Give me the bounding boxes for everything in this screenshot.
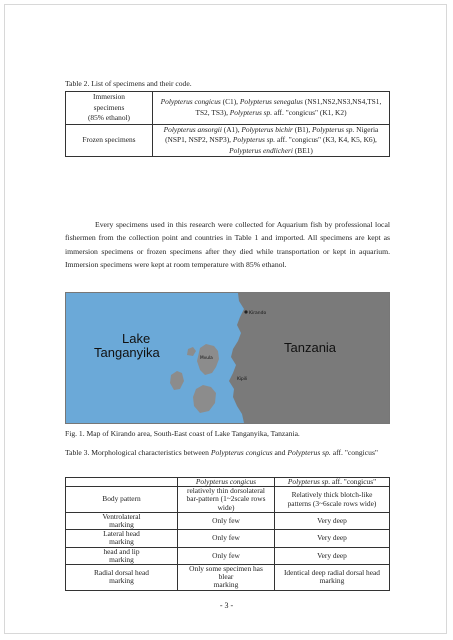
text-run: (BE1) — [292, 145, 313, 155]
cell-line: Very deep — [317, 550, 347, 560]
table-row — [66, 487, 390, 513]
table2-caption: Table 2. List of specimens and their code. — [65, 79, 192, 88]
cell-line: Only few — [212, 515, 240, 525]
cell-line: patterns (3~6scale rows wide) — [287, 498, 377, 508]
table-row — [66, 565, 390, 591]
cell-line: head and lip — [103, 546, 140, 556]
cell-line: Very deep — [317, 533, 347, 543]
table3-caption — [65, 448, 390, 458]
header-cell — [275, 478, 390, 487]
cell-line: bar-pattern (1~2scale rows wide) — [186, 494, 266, 512]
specimen-list-cell — [153, 92, 390, 125]
table-cell — [178, 512, 275, 529]
table-cell — [275, 487, 390, 513]
specimen-list-cell — [153, 124, 390, 157]
table-cell — [66, 530, 178, 547]
methods-paragraph: Every specimens used in this research were collected for Aquarium fish by professional local fishermen from the collection point and countries in Table 1 and imported. All specimens are kept as immersion specimens or frozen specimens after they died while transportation or kept in aquarium. Immersion specimens were kept at room temperature with 85% ethanol. — [65, 220, 390, 270]
text-run: Nigeria — [354, 124, 379, 134]
cell-line: Only few — [212, 550, 240, 560]
table-cell — [66, 547, 178, 564]
specimen-type-line: Frozen specimens — [82, 135, 136, 144]
cell-line: relatively thin dorsolateral — [187, 486, 265, 496]
table-row — [66, 530, 390, 547]
cell-line: marking — [109, 537, 134, 547]
kirando-map — [65, 292, 390, 424]
kirando-dot — [244, 310, 247, 313]
text-run: (A1), — [221, 124, 242, 134]
table-row — [66, 512, 390, 529]
specimen-table — [65, 91, 390, 157]
text-run: Polypterus congicus — [160, 97, 221, 107]
map-svg — [66, 293, 389, 423]
text-run: Polypterus sp. — [232, 135, 276, 144]
text-run: Polypterus congicus — [195, 477, 257, 486]
table-row — [66, 124, 390, 157]
text-run: Polypterus sp. — [287, 477, 331, 486]
text-run: (NSP1, NSP2, NSP3), — [165, 135, 233, 144]
table-row — [66, 92, 390, 125]
cell-line: Only some specimen has blear — [189, 564, 263, 582]
cell-line: marking — [109, 576, 134, 586]
cell-line: Ventrolateral — [102, 511, 141, 521]
text-run: Polypterus sp. — [287, 448, 331, 457]
table-cell — [66, 565, 178, 591]
table-cell — [66, 512, 178, 529]
table-cell — [178, 487, 275, 513]
morphology-table — [65, 477, 390, 591]
text-run: aff. "congicus" — [330, 448, 379, 457]
text-run: Table 3. Morphological characteristics between — [65, 448, 211, 457]
table-cell — [275, 512, 390, 529]
text-run: aff. "congicus" (K1, K2) — [272, 107, 347, 117]
text-run: aff. "congicus" (K3, K4, K5, K6), — [275, 135, 377, 144]
table-cell — [66, 487, 178, 513]
lake-label-2: Tanganyika — [94, 345, 160, 360]
text-run: TS2, TS3), — [195, 107, 230, 117]
text-run: Polypterus congicus — [210, 448, 273, 457]
text-run: Polypterus endlicheri — [229, 145, 293, 155]
specimen-list-line — [157, 108, 385, 119]
specimen-list-line — [157, 135, 385, 146]
figure-caption: Fig. 1. Map of Kirando area, South-East coast of Lake Tanganyika, Tanzania. — [65, 429, 300, 438]
cell-line: Relatively thick blotch-like — [291, 490, 373, 500]
table-cell — [275, 530, 390, 547]
text-run: Polypterus bichir — [241, 124, 293, 134]
cell-line: Lateral head — [103, 529, 140, 539]
table-row — [66, 547, 390, 564]
lake-label-1: Lake — [122, 331, 151, 346]
specimen-type-line: specimens — [93, 102, 125, 112]
cell-line: Radial dorsal head — [93, 568, 149, 578]
header-cell — [66, 478, 178, 487]
table-cell — [275, 565, 390, 591]
cell-line: marking — [319, 576, 345, 586]
cell-line: marking — [109, 520, 134, 530]
text-run: (B1), — [292, 124, 313, 134]
text-run: (C1), — [220, 97, 240, 107]
country-label: Tanzania — [284, 340, 337, 355]
text-run: Polypterus ansorgii — [163, 124, 222, 134]
cell-line: Identical deep radial dorsal head — [283, 568, 381, 578]
place-kipili: Kipili — [237, 377, 248, 382]
text-run: Polypterus sp. — [312, 124, 355, 134]
specimen-list-line — [157, 97, 385, 108]
text-run: and — [272, 448, 288, 457]
specimen-type-cell — [66, 124, 153, 157]
text-run: (NS1,NS2,NS3,NS4,TS1, — [302, 97, 382, 107]
table-cell — [178, 547, 275, 564]
specimen-type-cell — [66, 92, 153, 125]
specimen-list-line — [157, 125, 385, 136]
table-cell — [275, 547, 390, 564]
specimen-type-line: Immersion — [92, 92, 126, 101]
page-number: - 3 - — [219, 601, 234, 610]
table-cell — [178, 530, 275, 547]
cell-line: Only few — [212, 533, 240, 543]
text-run: Polypterus senegalus — [239, 97, 303, 107]
specimen-list-line — [157, 146, 385, 157]
cell-line: marking — [109, 554, 134, 564]
text-run: aff. "congicus" — [330, 477, 377, 486]
place-mvula: Mvula — [200, 356, 213, 361]
cell-line: Body pattern — [102, 494, 141, 504]
place-kirando: Kirando — [249, 311, 267, 316]
table-cell — [178, 565, 275, 591]
text-run: Polypterus sp. — [229, 107, 273, 117]
cell-line: Very deep — [317, 515, 347, 525]
specimen-type-line: (85% ethanol) — [87, 113, 131, 122]
cell-line: marking — [213, 580, 239, 590]
